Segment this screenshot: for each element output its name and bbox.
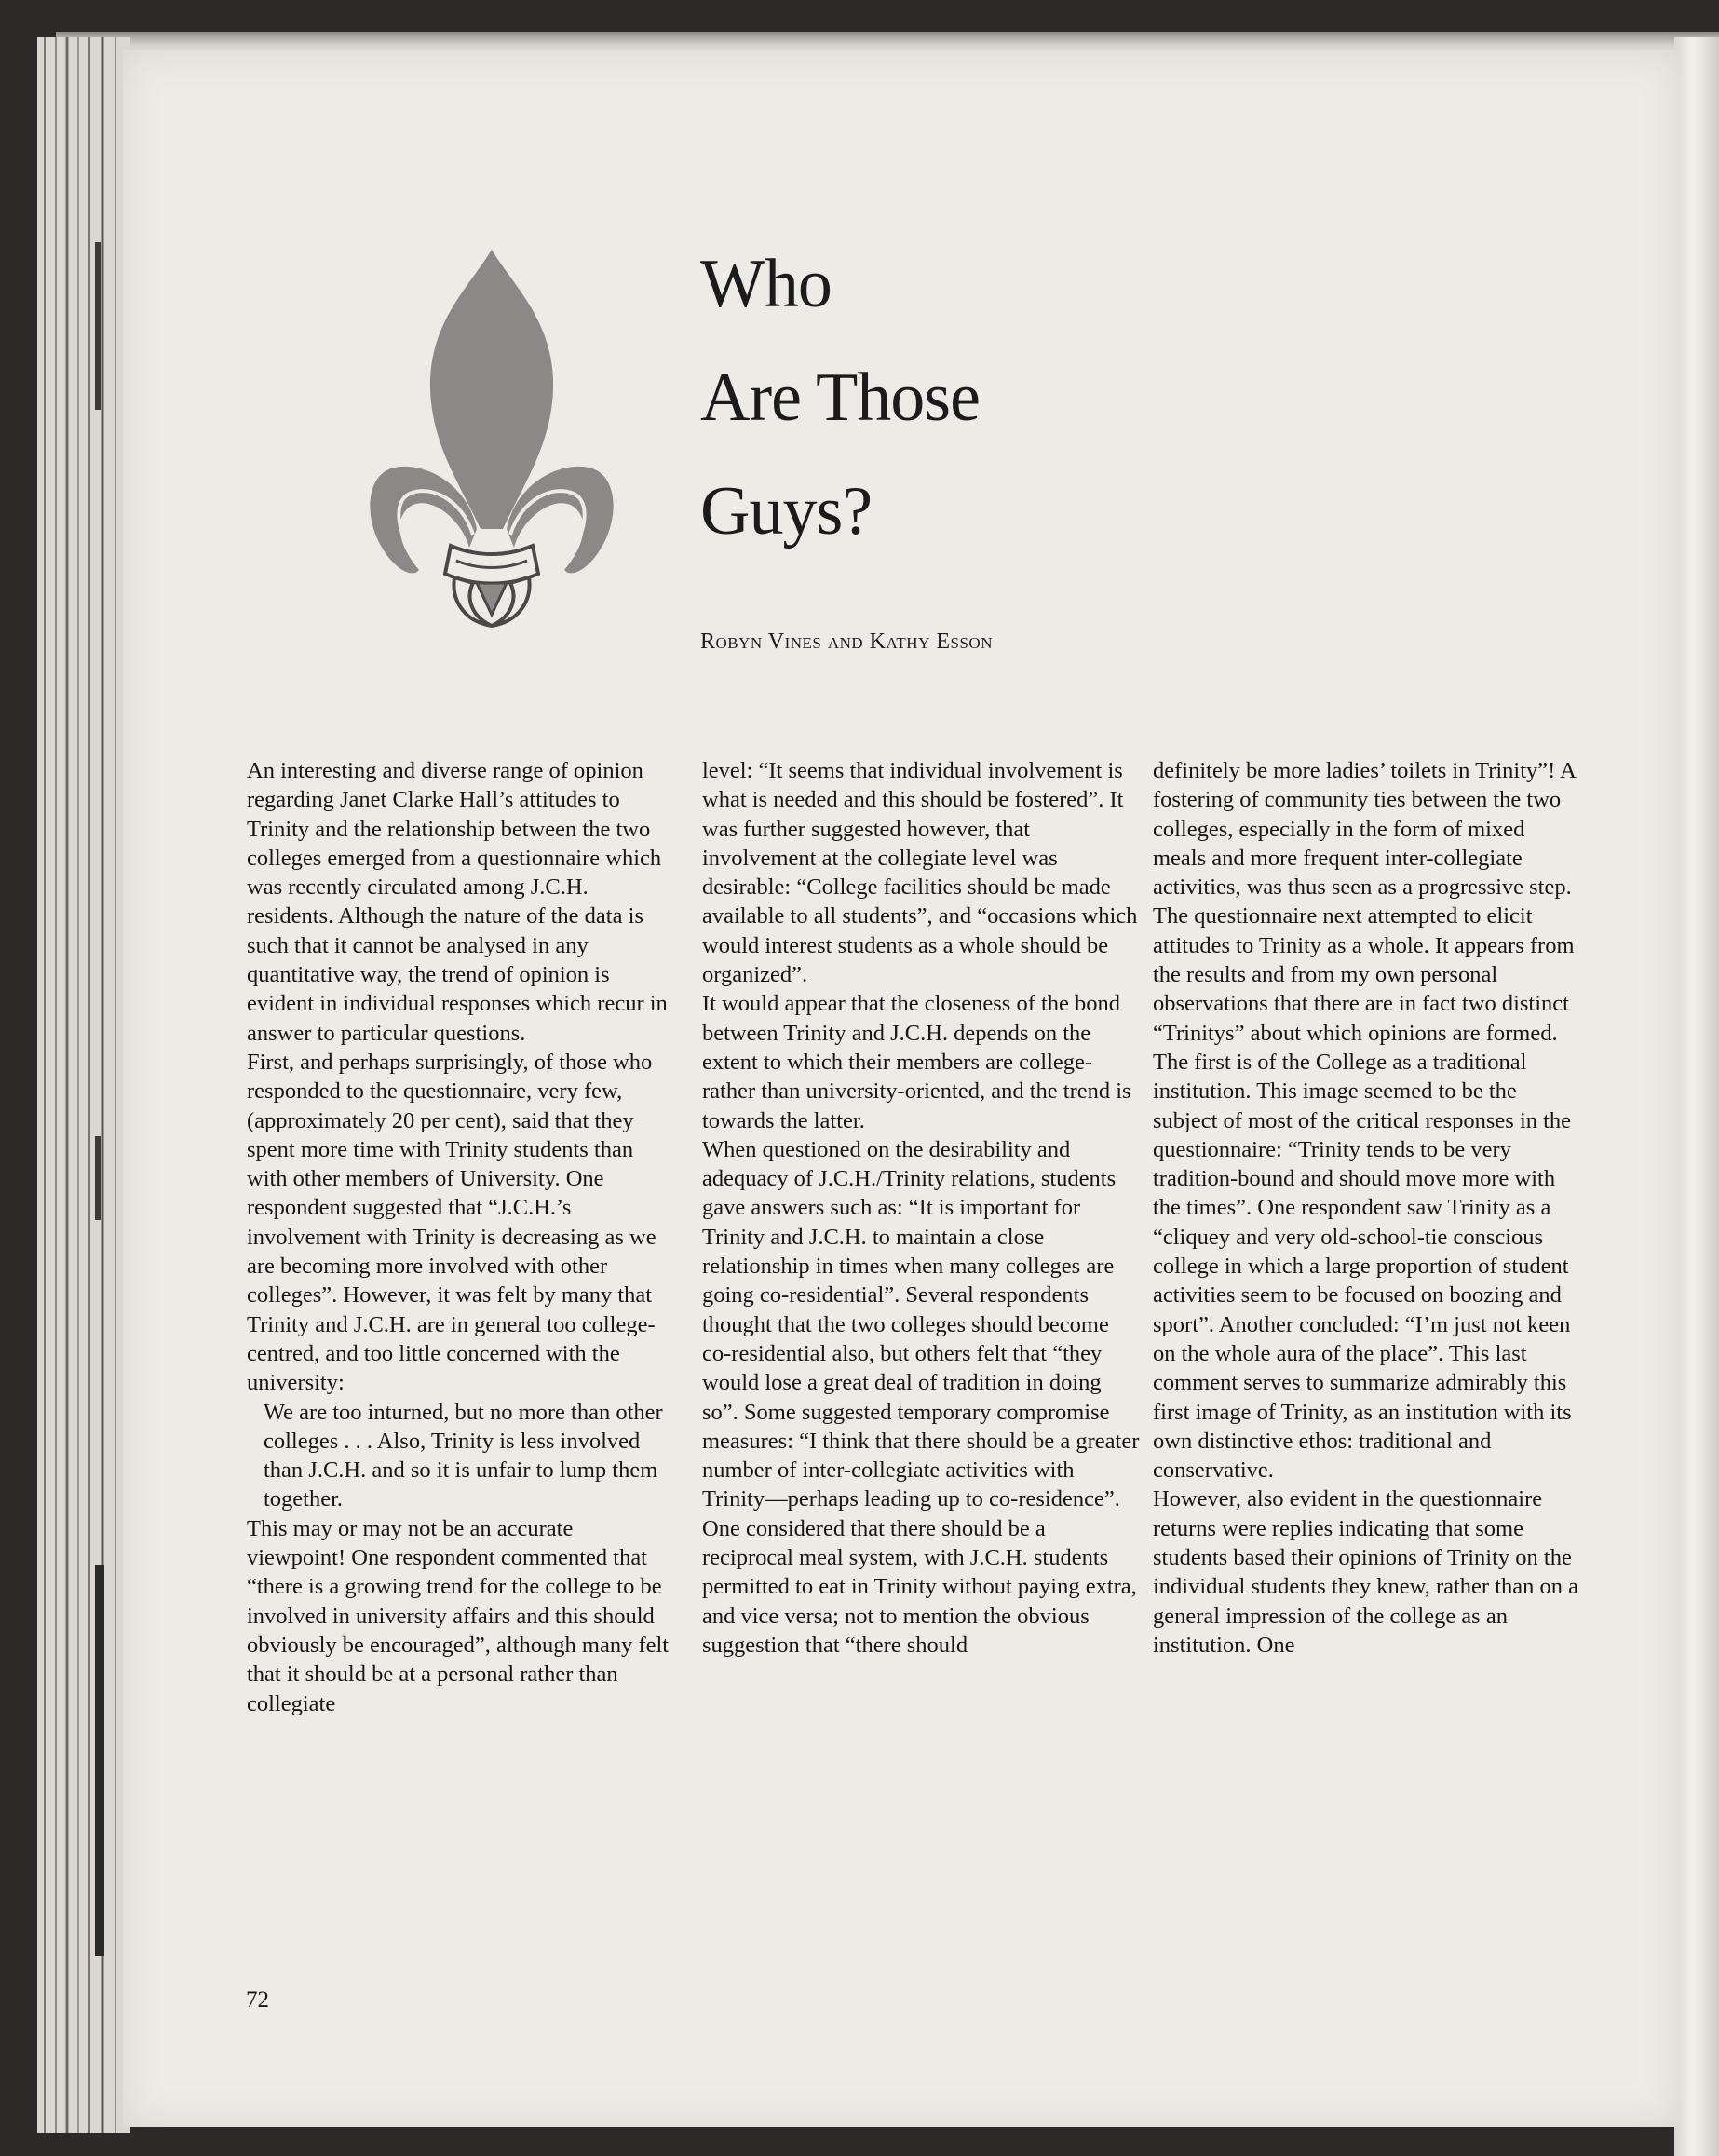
stacked-page-edges: [37, 37, 130, 2133]
paragraph: definitely be more ladies’ toilets in Trinity”! A fostering of community ties between the two colleges, especially in the form of mixed meals and more frequent inter-collegiate activities, was thus seen as a progressive step.: [1153, 758, 1576, 901]
article-title-line-2: Are Those: [700, 359, 980, 436]
text-column-3: [1153, 756, 1581, 1660]
paragraph: It would appear that the closeness of the bond between Trinity and J.C.H. depends on the extent to which their members are college- rather than university-oriented, and the trend is towards the latter.: [702, 991, 1131, 1133]
article-title-line-1: Who: [700, 246, 832, 322]
text-column-2: [702, 756, 1140, 1660]
paragraph: The first is of the College as a traditional institution. This image seemed to be the subject of most of the critical responses in the questionnaire: “Trinity tends to be very tradition-bound and should move more with the times”. One respondent saw Trinity as a “cliquey and very old-school-tie conscious college in which a large proportion of student activities seem to be focused on boozing and sport”. Another concluded: “I’m just not keen on the whole aura of the place”. This last comment serves to summarize admirably this first image of Trinity, as an institution with its own distinctive ethos: traditional and conservative.: [1153, 1049, 1572, 1484]
byline: Robyn Vines and Kathy Esson: [700, 630, 993, 654]
paragraph: First, and perhaps surprisingly, of those who responded to the questionnaire, very few, (approximately 20 per cent), said that they spent more time with Trinity students than with other members of University. One respondent suggested that “J.C.H.’s involvement with Trinity is decreasing as we are becoming more involved with other colleges”. However, it was felt by many that Trinity and J.C.H. are in general too college-centred, and too little concerned with the university:: [247, 1049, 656, 1396]
right-page-edge: [1674, 37, 1719, 2156]
paragraph: This may or may not be an accurate viewpoint! One respondent commented that “there is a growing trend for the college to be involved in university affairs and this should obviously be encouraged”, although many felt that it should be at a personal rather than collegiate: [247, 1515, 670, 1716]
block-quote: We are too inturned, but no more than other colleges . . . Also, Trinity is less involved than J.C.H. and so it is unfair to lump them together.: [264, 1399, 663, 1512]
paragraph: The questionnaire next attempted to elicit attitudes to Trinity as a whole. It appears from the results and from my own personal observations that there are in fact two distinct “Trinitys” about which opinions are formed.: [1153, 903, 1575, 1046]
page-number: 72: [246, 1987, 269, 2013]
paragraph: level: “It seems that individual involvement is what is needed and this should be fostered”. It was further suggested however, that involvement at the collegiate level was desirable: “College facilities should be made available to all students”, and “occasions which would interest students as a whole should be organized”.: [702, 758, 1138, 988]
paragraph: When questioned on the desirability and adequacy of J.C.H./Trinity relations, students gave answers such as: “It is important for Trinity and J.C.H. to maintain a close relationship in times when many colleges are going co-residential”. Several respondents thought that the two colleges should become co-residential also, but others felt that “they would lose a great deal of tradition in doing so”. Some suggested temporary compromise measures: “I think that there should be a greater number of inter-collegiate activities with Trinity—perhaps leading up to co-residence”. One considered that there should be a reciprocal meal system, with J.C.H. students permitted to eat in Trinity without paying extra, and vice versa; not to mention the obvious suggestion that “there should: [702, 1136, 1140, 1658]
text-column-1: [247, 756, 671, 1718]
paragraph: An interesting and diverse range of opinion regarding Janet Clarke Hall’s attitudes to Trinity and the relationship between the two colleges emerged from a questionnaire which was recently circulated among J.C.H. residents. Although the nature of the data is such that it cannot be analysed in any quantitative way, the trend of opinion is evident in individual responses which recur in answer to particular questions.: [247, 758, 668, 1046]
fleur-de-lis-icon: [365, 250, 618, 648]
paragraph: However, also evident in the questionnaire returns were replies indicating that some students based their opinions of Trinity on the individual students they knew, rather than on a general impression of the college as an institution. One: [1153, 1486, 1578, 1658]
article-title-line-3: Guys?: [700, 473, 873, 549]
